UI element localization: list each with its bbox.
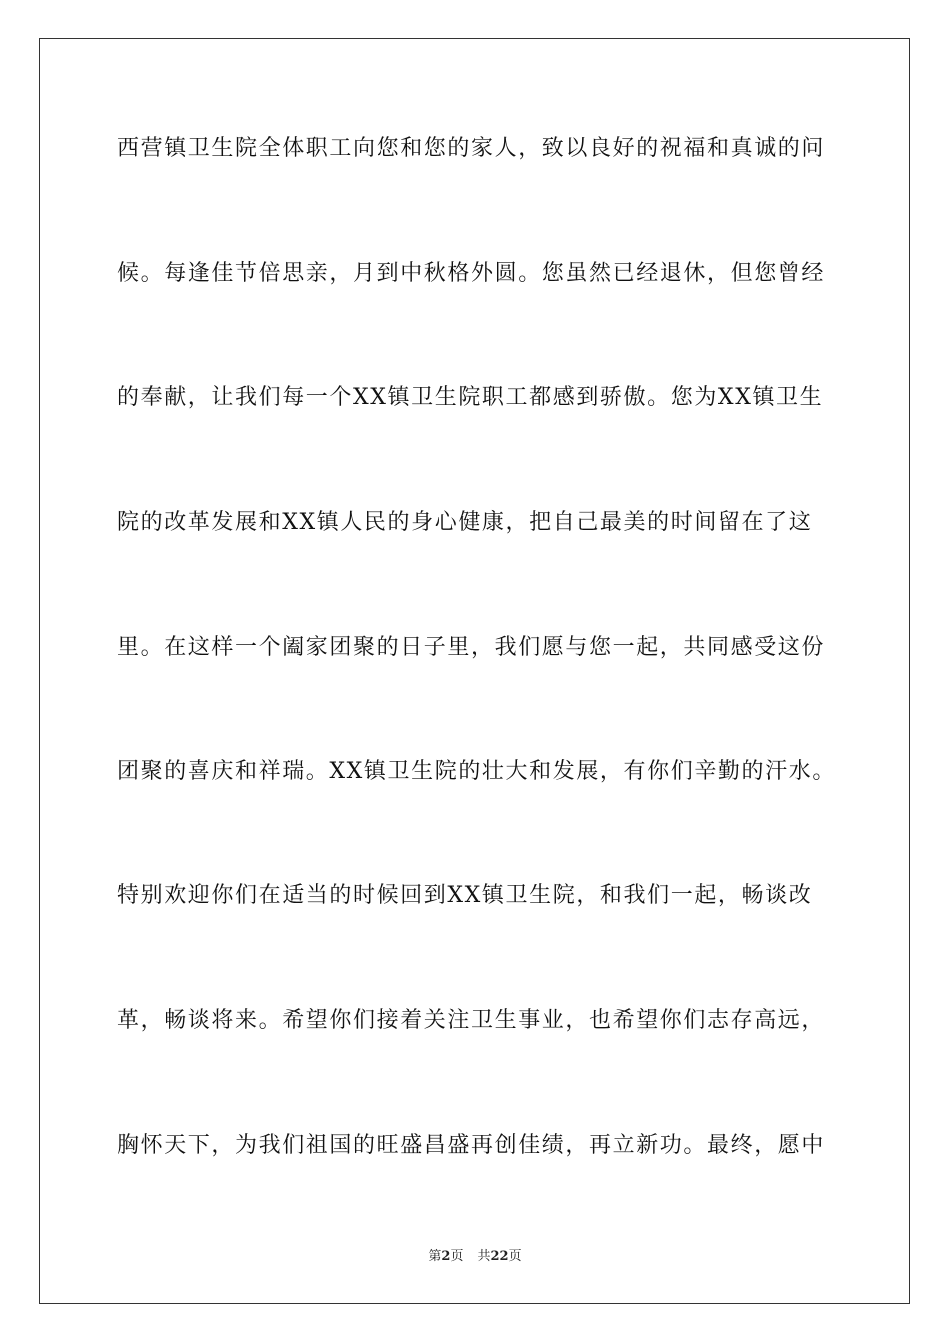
page-border (39, 38, 910, 1304)
text-line-7: 特别欢迎你们在适当的时候回到XX镇卫生院，和我们一起，畅谈改 (117, 883, 813, 908)
text-line-9: 胸怀天下，为我们祖国的旺盛昌盛再创佳绩，再立新功。最终，愿中 (117, 1133, 826, 1158)
text-line-8: 革，畅谈将来。希望你们接着关注卫生事业，也希望你们志存高远， (117, 1008, 826, 1033)
text-line-4: 院的改革发展和XX镇人民的身心健康，把自己最美的时间留在了这 (117, 510, 813, 535)
text-line-1: 西营镇卫生院全体职工向您和您的家人，致以良好的祝福和真诚的问 (117, 136, 826, 161)
text-line-2: 候。每逢佳节倍思亲，月到中秋格外圆。您虽然已经退休，但您曾经 (117, 261, 826, 286)
page-prefix: 第 (428, 1249, 442, 1264)
text-line-6: 团聚的喜庆和祥瑞。XX镇卫生院的壮大和发展，有你们辛勤的汗水。 (117, 759, 836, 784)
text-line-3: 的奉献，让我们每一个XX镇卫生院职工都感到骄傲。您为XX镇卫生 (117, 385, 824, 410)
total-pages: 22 (490, 1249, 509, 1264)
page-suffix: 页 (450, 1249, 464, 1264)
text-line-5: 里。在这样一个阖家团聚的日子里，我们愿与您一起，共同感受这份 (117, 635, 826, 660)
total-prefix: 共 (477, 1249, 491, 1264)
total-suffix: 页 (508, 1249, 522, 1264)
page-footer (0, 1248, 950, 1266)
page-number: 2 (441, 1249, 451, 1264)
